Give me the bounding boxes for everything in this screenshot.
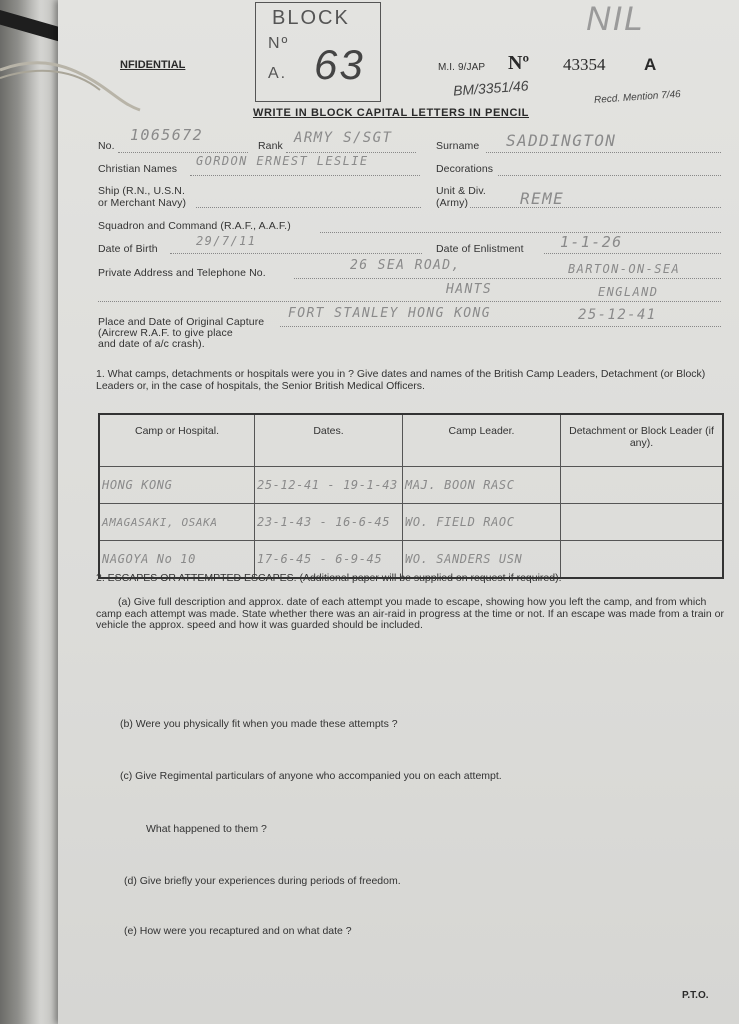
col-block-leader-header: Detachment or Block Leader (if any).: [561, 414, 724, 467]
capture-place-value: FORT STANLEY HONG KONG: [288, 306, 491, 321]
question-2e-text: (e) How were you recaptured and on what date ?: [124, 925, 352, 937]
block-leader-cell: [561, 467, 724, 504]
classification-label: NFIDENTIAL: [120, 59, 186, 71]
address-line1b-value: BARTON-ON-SEA: [568, 262, 681, 276]
binder-edge: [18, 0, 62, 1024]
christian-names-value: GORDON ERNEST LESLIE: [196, 154, 369, 168]
tag-string-icon: [0, 40, 160, 130]
enlistment-label: Date of Enlistment: [436, 243, 524, 255]
question-2-title: 2. ESCAPES OR ATTEMPTED ESCAPES. (Additional paper will be supplied on request if required).: [96, 572, 562, 584]
stamp-number: 63: [314, 41, 365, 88]
camps-table: [98, 413, 724, 579]
service-number-value: 1065672: [130, 126, 204, 144]
christian-names-label: Christian Names: [98, 163, 178, 175]
unit-label-line2: (Army): [436, 197, 469, 209]
ship-label-line1: Ship (R.N., U.S.N.: [98, 185, 185, 197]
surname-value: SADDINGTON: [506, 131, 617, 150]
serial-number: 43354: [563, 55, 606, 74]
rank-label: Rank: [258, 140, 283, 152]
no-label: No.: [98, 140, 115, 152]
serial-suffix: A: [644, 55, 657, 74]
dates-cell: 17-6-45 - 6-9-45: [255, 541, 403, 579]
enlistment-value: 1-1-26: [560, 233, 623, 251]
squadron-label: Squadron and Command (R.A.F., A.A.F.): [98, 220, 291, 232]
question-2d-text: (d) Give briefly your experiences during periods of freedom.: [124, 875, 401, 887]
camps-table-header: [99, 414, 723, 467]
dates-cell: 23-1-43 - 16-6-45: [255, 504, 403, 541]
question-2a-text: (a) Give full description and approx. date of each attempt you made to escape, showing how you left the camp, and from which camp each attempt was made. State whether there was an air-raid in progress at the time or not. If an escape was made from a train or vehicle the approx. speed and how it was guarded should be included.: [96, 596, 724, 631]
stamp-no: Nº: [268, 35, 290, 52]
form-ref: M.I. 9/JAP: [438, 62, 486, 73]
leader-cell: WO. FIELD RAOC: [403, 504, 561, 541]
col-dates-header: Dates.: [255, 414, 403, 467]
address-label: Private Address and Telephone No.: [98, 267, 266, 279]
col-leader-header: Camp Leader.: [403, 414, 561, 467]
leader-cell: MAJ. BOON RASC: [403, 467, 561, 504]
serial-prefix: Nº: [508, 52, 530, 74]
capture-label-line1: Place and Date of Original Capture: [98, 316, 265, 328]
table-row: [99, 467, 723, 504]
leader-cell: WO. SANDERS USN: [403, 541, 561, 579]
block-stamp: [255, 2, 381, 102]
address-line2b-value: ENGLAND: [598, 285, 659, 299]
question-2b-text: (b) Were you physically fit when you made these attempts ?: [120, 718, 398, 730]
col-camp-header: Camp or Hospital.: [99, 414, 255, 467]
block-capital-instruction: WRITE IN BLOCK CAPITAL LETTERS IN PENCIL: [253, 107, 529, 119]
capture-date-value: 25-12-41: [578, 307, 657, 323]
rank-value: ARMY S/SGT: [294, 130, 393, 146]
question-2c-followup: What happened to them ?: [146, 823, 267, 835]
camp-cell: HONG KONG: [99, 467, 255, 504]
nil-note: NIL: [586, 0, 645, 38]
surname-label: Surname: [436, 140, 480, 152]
table-row: [99, 504, 723, 541]
question-1-text: 1. What camps, detachments or hospitals were you in ? Give dates and names of the British Camp Leaders, Detachment (or Block) Leaders or, in the case of hospitals, the Senior British Medical Officers.: [96, 368, 706, 392]
camp-cell: AMAGASAKI, OSAKA: [99, 504, 255, 541]
dob-value: 29/7/11: [196, 234, 257, 248]
address-line1a-value: 26 SEA ROAD,: [350, 258, 461, 273]
block-leader-cell: [561, 504, 724, 541]
pto-label: P.T.O.: [682, 990, 709, 1001]
address-line2a-value: HANTS: [446, 282, 493, 297]
handwritten-ref: BM/3351/46: [452, 77, 529, 99]
question-2c-text: (c) Give Regimental particulars of anyone who accompanied you on each attempt.: [120, 770, 502, 782]
camp-cell: NAGOYA No 10: [99, 541, 255, 579]
unit-label-line1: Unit & Div.: [436, 185, 486, 197]
decorations-label: Decorations: [436, 163, 494, 175]
stamp-a: A.: [268, 65, 288, 82]
stamp-block: BLOCK: [272, 7, 350, 29]
handwritten-note: Recd. Mention 7/46: [593, 88, 681, 107]
dob-label: Date of Birth: [98, 243, 158, 255]
capture-label-line2: (Aircrew R.A.F. to give place: [98, 327, 233, 339]
unit-value: REME: [520, 189, 565, 208]
dates-cell: 25-12-41 - 19-1-43: [255, 467, 403, 504]
form-sheet: [58, 0, 739, 1024]
ship-label-line2: or Merchant Navy): [98, 197, 187, 209]
capture-label-line3: and date of a/c crash).: [98, 338, 205, 350]
